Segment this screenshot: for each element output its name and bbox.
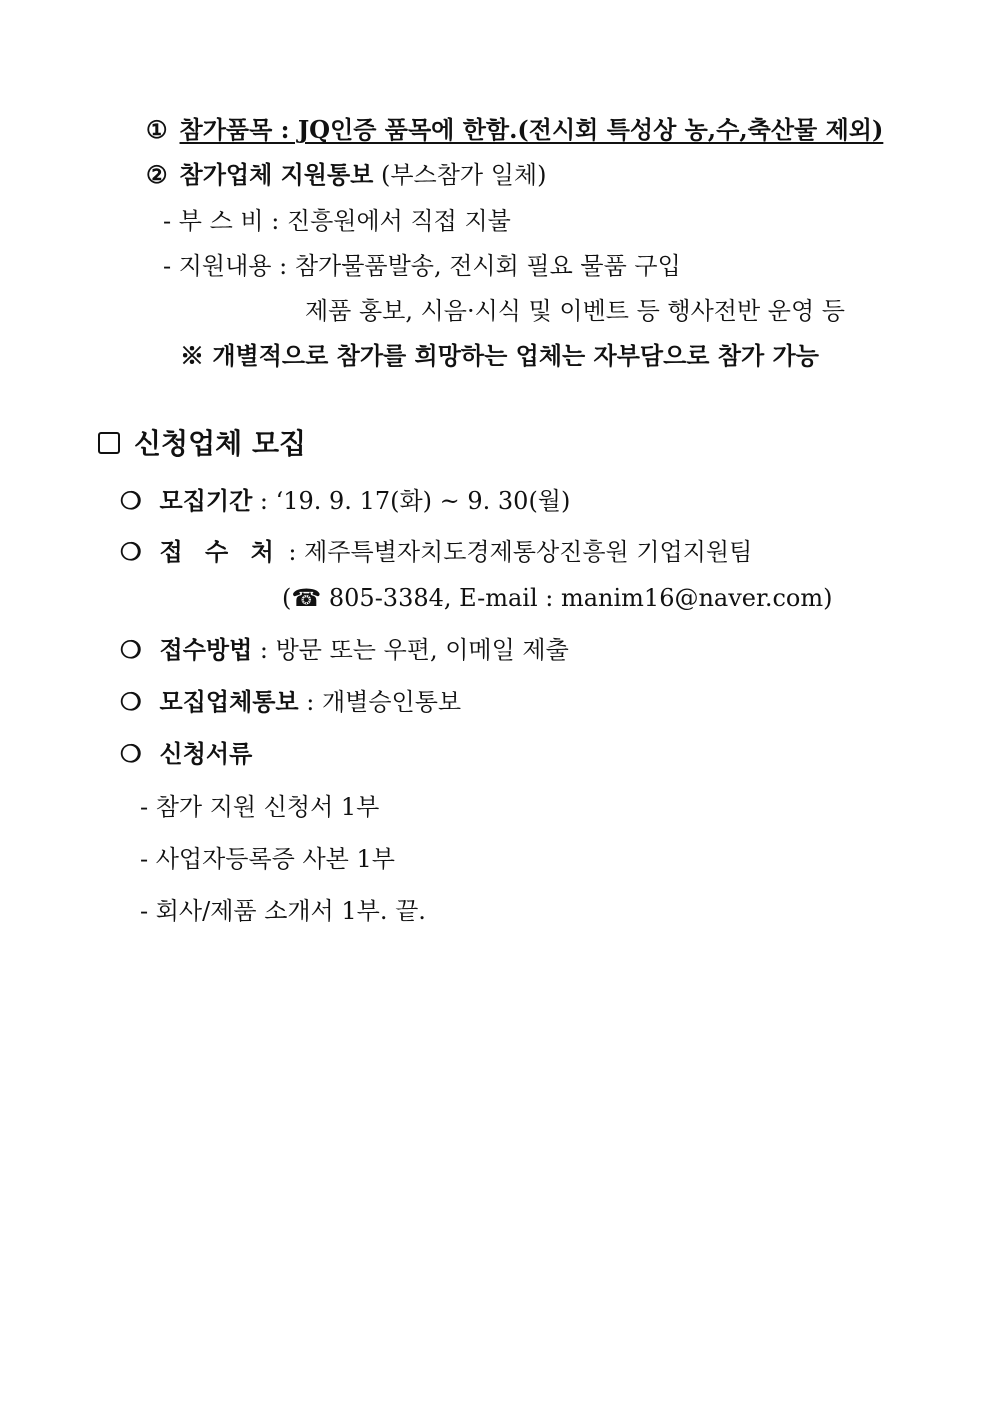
item-2-label: 참가업체 지원통보 bbox=[179, 160, 374, 189]
reception-method-label: 접수방법 bbox=[159, 635, 253, 664]
application-docs-label: 신청서류 bbox=[159, 739, 253, 768]
circle-bullet-icon: ❍ bbox=[120, 486, 142, 515]
reception-method-value: : 방문 또는 우편, 이메일 제출 bbox=[252, 636, 569, 664]
selection-notice-value: : 개별승인통보 bbox=[298, 688, 462, 716]
reception-office-value: : 제주특별자치도경제통상진흥원 기업지원팀 bbox=[280, 538, 753, 566]
support-content-row bbox=[163, 250, 681, 282]
circle-bullet-icon: ❍ bbox=[120, 537, 142, 566]
selection-notice-label: 모집업체통보 bbox=[159, 687, 299, 716]
item-2-note: (부스참가 일체) bbox=[380, 161, 547, 189]
doc-item: - 회사/제품 소개서 1부. 끝. bbox=[140, 897, 426, 925]
selection-notice-row bbox=[120, 686, 461, 718]
circle-bullet-icon: ❍ bbox=[120, 739, 142, 768]
reception-method-row bbox=[120, 634, 569, 666]
square-bullet-icon bbox=[98, 432, 120, 454]
recruit-period-row bbox=[120, 485, 570, 517]
booth-fee-row bbox=[163, 205, 511, 237]
item-2 bbox=[146, 159, 546, 191]
contact-info: (☎ 805-3384, E-mail : manim16@naver.com) bbox=[282, 584, 833, 612]
item-1-text: 참가품목 : JQ인증 품목에 한함.(전시회 특성상 농,수,축산물 제외) bbox=[179, 115, 884, 144]
recruit-period-label: 모집기간 bbox=[159, 486, 253, 515]
reception-office-row bbox=[120, 536, 752, 568]
support-content-label: 지원내용 bbox=[178, 252, 272, 280]
self-funded-note: ※ 개별적으로 참가를 희망하는 업체는 자부담으로 참가 가능 bbox=[180, 341, 819, 370]
recruit-period-value: : ‘19. 9. 17(화) ~ 9. 30(월) bbox=[252, 487, 571, 515]
item-2-number: ② bbox=[146, 160, 168, 189]
booth-fee-value: : 진흥원에서 직접 지불 bbox=[271, 207, 511, 235]
doc-item: - 사업자등록증 사본 1부 bbox=[140, 845, 395, 873]
item-1-number: ① bbox=[146, 115, 168, 144]
section-title: 신청업체 모집 bbox=[134, 427, 307, 460]
support-content-continued: 제품 홍보, 시음·시식 및 이벤트 등 행사전반 운영 등 bbox=[305, 297, 845, 325]
circle-bullet-icon: ❍ bbox=[120, 635, 142, 664]
item-1 bbox=[146, 114, 883, 146]
support-content-value: : 참가물품발송, 전시회 필요 물품 구입 bbox=[279, 252, 681, 280]
doc-item: - 참가 지원 신청서 1부 bbox=[140, 793, 380, 821]
support-content-dash: - bbox=[163, 252, 172, 280]
section-heading bbox=[98, 426, 306, 462]
booth-fee-dash: - bbox=[163, 207, 172, 235]
circle-bullet-icon: ❍ bbox=[120, 687, 142, 716]
booth-fee-label: 부 스 비 bbox=[178, 207, 264, 235]
reception-office-label: 접 수 처 bbox=[159, 537, 281, 566]
application-docs-row bbox=[120, 738, 252, 770]
